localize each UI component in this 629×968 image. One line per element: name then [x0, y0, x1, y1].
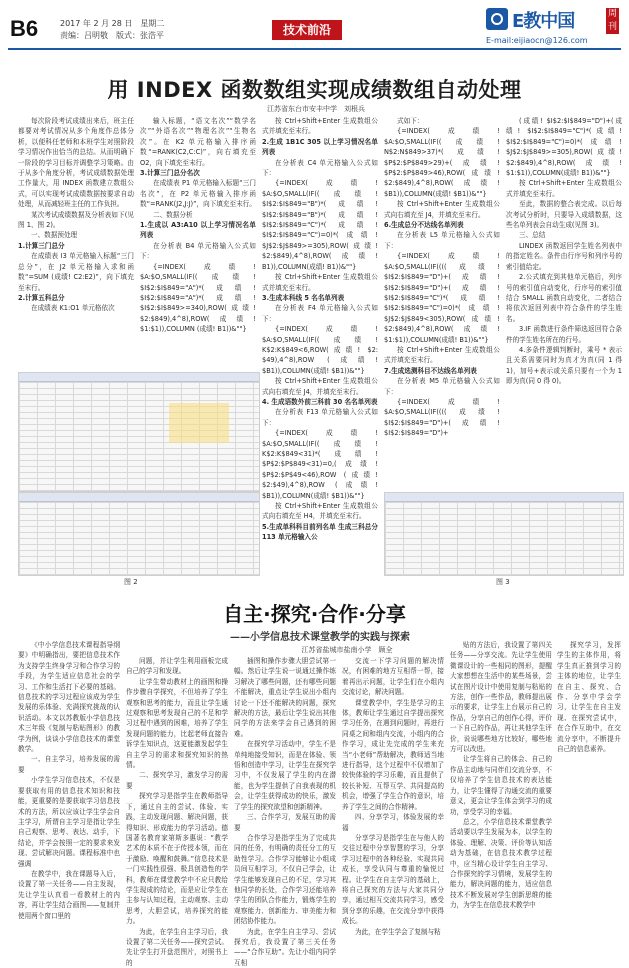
paragraph: 贴的方法后，我设置了第四关任务——分享交流。先让学生使用微课设计的一些相同的图形，提醒大家想想在生活中的某些场景，尝试在图片设计中使用复制与粘贴的方法，创作一些作品，教师提出展示的要求，让学生上台展示自己的作品，分享自己的创作心得，评价一下自己的作品，再让其他学生评价，说说哪些地方比较好，哪些地方可以改进。 [450, 641, 552, 754]
paragraph: 按 Ctrl+Shift+Enter 生成数组公式并填充至末行。 [262, 273, 378, 292]
paragraph: 至此，数据的整合表完成。以后每次考试分析时，只要导入成绩数据，这些名单列表会自动生成(见图 3)。 [506, 200, 622, 230]
paragraph: 在分析表 L5 单元格输入公式如下： [384, 231, 500, 250]
paragraph: (成绩! $I$2:$I$849="D")+(成绩! $I$2:$I$849="C")*(成绩! $I$2:$I$849="C")=0)*(成绩! $J$2:$J$849>=305),ROW(成绩! $2:$849),4^8),ROW(成绩! $1:$1)),COLUMN(成绩! B1))&""} [506, 117, 622, 178]
figure-2-spreadsheet [18, 492, 260, 576]
paragraph: 3.计算三门总分名次 [140, 169, 200, 178]
paragraph: 按 Ctrl+Shift+Enter 生成数组公式并填充至末行。 [262, 117, 378, 136]
paragraph: {=INDEX(成绩! $A:$O,SMALL(IF((成绩! $I$2:$I$849="A")*(成绩! $I$2:$I$849="A")*(成绩! $I$2:$I$849>=340),ROW(成绩! $2:$849),4^8),ROW(成绩! $1:$1)),COLUMN (成绩! B1))&""} [140, 262, 256, 334]
spreadsheet-toolbar [19, 373, 259, 382]
paragraph: 某次考试成绩数据及分析表如下(见图 1、图 2)。 [18, 210, 134, 230]
logo-email: E-mail:eijiaocn@126.com [486, 36, 588, 45]
paragraph: 为此，在学生学会了复制与粘 [355, 927, 441, 936]
paragraph: 按 Ctrl+Shift+Enter 生成数组公式向右填充至 J4，并填充至末行。 [262, 377, 378, 396]
paragraph: 按 Ctrl+Shift+Enter 生成数组公式并填充至末行。 [384, 345, 500, 365]
logo-title: E教中国 [512, 11, 575, 32]
editor-credits: 责编：吕明敬 版式：张浩平 [60, 31, 164, 40]
paragraph: 在教学中，我在课题导入后，设置了第一关任务——自主发现，先让学生认真看一看教材上的内容，再让学生结合画图——复制并使用两个窗口里的 [18, 869, 120, 920]
spreadsheet-toolbar [385, 493, 623, 502]
paragraph: 1.生成以 A3:A10 以上学习情况名单列表 [140, 221, 256, 240]
paragraph: 探究学习，发挥学生的主体作用，将学生真正推到学习的主体的地位，让学生在自主、探究、合作、分享中学会学习，让学生在自主发现、在探究尝试中，在合作互助中，在交流分享中，不断提升自己的信息素养。 [557, 641, 621, 754]
paragraph: LINDEX 函数返回学生姓名列表中的指定姓名。条件由行序号和列序号的索引值给定。 [506, 241, 622, 271]
paragraph: 在成绩表 I3 单元格输入标题“三门总分”，在 J2 单元格输入求和函数“=SUM (成绩! C2:E2)”，向下填充至末行。 [18, 252, 134, 292]
paragraph: 课堂教学中，学生是学习的主体，教师让学生通过自学提出探究学习任务，在遇到问题时，再进行同桌之间和组内交流，小组内的合作学习，成让先完成的学生来充当“小老师”帮助解决，教师适当地进行指导，这个过程中不仅增加了较快体验的学习乐趣，而且提供了较长补短、互帮互学、共同提高的机会，增强了学生合作的意识，培养了学生之间的合作精神。 [342, 698, 444, 811]
paragraph: 4. 生成语数外前三科前 30 名名单列表 [262, 397, 378, 406]
paragraph: {=INDEX(成绩! $A:$O,SMALL(IF((成绩! K$2:K$849<6,ROW(成绩! $2: $49),4^8),ROW (成绩! $B1)),COLUMN(成绩! $B1))&""} [262, 325, 378, 375]
article2-column-6 [557, 640, 621, 890]
paragraph: 在探究学习活动中，学生不是单纯地接受知识，而是在体验、领悟和创造中学习，让学生在探究学习中，不仅发展了学生的内在潜能，也为学生提供了自我表现的机会，让学生获得成功的快乐，激发了学生的探究欲望和创新精神。 [234, 740, 336, 811]
paragraph: 一、数据预处理 [31, 231, 78, 240]
figure-2-caption: 图 2 [124, 578, 138, 586]
paragraph: 2.计算五科总分 [18, 293, 65, 302]
paragraph: 在分析表 F13 单元格输入公式如下： [262, 408, 378, 427]
paragraph: 总之，小学信息技术课堂教学活动要以学生发展为本，以学生的体验、理解、决策、评价等认知活动为基础，在信息技术教学过程中，应当精心设计学生自主学习、合作探究的学习情境，发展学生的能力，解决问题的能力，适应信息技术不断发展对学生创新思维的能力，为学生在信息技术教学中 [450, 817, 552, 910]
page-header [0, 0, 629, 52]
paragraph: 三、总结 [519, 231, 546, 240]
article1-column-3 [262, 116, 378, 542]
paragraph: 7.生成选测科目不达线名单列表 [384, 366, 477, 375]
paragraph: 分享学习是指学生在与他人的交往过程中分享智慧的学习，分享学习过程中的各种经验、实现共同成长，享受认同与尊重的愉悦过程。让学生在自主学习的基础上，将自己探究的方法与大家共同分享，通过相互交流共同学习，感受到分享的乐趣，在交流分享中获得成长。 [342, 833, 444, 926]
paragraph: 让学生带动教材上的画图和操作步骤自学探究，不但培养了学生观察和思考的能力，而且让学生通过观察和思考发现自己的不足和学习过程中遇到的困难，培养了学生发现问题的能力，比起老师直接告诉学生知识点，这更能激发起学生自主学习的需求和探究知识的热情。 [126, 677, 228, 770]
article1-column-1 [18, 116, 134, 364]
paragraph: {=INDEX(成绩! $A:$O,SMALL(IF((成绩! K$2:K$849<31)*(成绩! $P$2:$P$849<31)=0,(成绩! $P$2:$P$49<46),ROW (成绩! $2:$49),4^8),ROW (成绩! $B1)),COLUMN(成绩! $B1))&""} [262, 429, 378, 500]
paragraph: 在分析表 C4 单元格输入公式如下： [262, 158, 378, 178]
paragraph: {=INDEX(成绩! $A:$O,SMALL(IF((((成绩! $I$2:$I$849="D")+(成绩! $I$2:$I$849="D")+ [384, 397, 500, 438]
article1-column-4 [384, 116, 500, 494]
article2-column-5 [450, 640, 552, 910]
issue-date: 2017 年 2 月 28 日 星期二 [60, 19, 165, 28]
masthead-logo [486, 4, 621, 48]
section-banner: 技术前沿 [272, 20, 342, 40]
article1-title: 用 INDEX 函数数组实现成绩数组自动处理 [107, 78, 522, 102]
paragraph: 为此，在学生自主学习后，我设置了第二关任务——探究尝试。先让学生打开盘范图片，对照书上的 [126, 927, 228, 967]
paragraph: 让学生将自己的体会、自己的作品主动地与同伴们交流分享，不仅培养了学生信息技术的表达能力，让学生懂得了沟通交流的重要意义，更会让学生体会到学习的成功，享受学习的幸福。 [450, 755, 552, 816]
article2-title: 自主·探究·合作·分享 [223, 602, 406, 626]
article2-column-3 [234, 656, 336, 967]
paragraph: 在成绩表 K1:O1 单元格依次 [31, 304, 115, 313]
paragraph: 为此，在学生自主学习、尝试探究后，我设置了第三关任务——“合作互助”。先让小组内同学互相 [234, 927, 336, 967]
article2-column-1 [18, 640, 120, 920]
paragraph: 按 Ctrl+Shift+Enter 生成数组公式并填充至末行。 [506, 179, 622, 198]
paragraph: 2.生成 1B1C 305 以上学习情况名单列表 [262, 137, 378, 157]
spreadsheet-grid [19, 502, 259, 575]
logo-globe-icon [486, 8, 508, 30]
paragraph: {=INDEX(成绩! $A:$O,SMALL(IF((((成绩! $I$2:$I$849="D")+(成绩! $I$2:$I$849="D")+(成绩! $I$2:$I$849="C")*(成绩! $I$2:$I$849="C")=0)*(成绩! $J$2:$J$849<305),ROW(成绩! $2:$849),4^8),ROW(成绩! $1:$1)),COLUMN(成绩! B1))&""} [384, 252, 500, 344]
paragraph: 按 Ctrl+Shift+Enter 生成数组公式向右填充至 J4，并填充至末行。 [384, 200, 500, 219]
figure-1-spreadsheet [18, 372, 260, 492]
paragraph: {=INDEX(成绩! $A:$O,SMALL(IF((成绩! N$2:N$849>37)*(成绩! $P$2:$P$849>29)+(成绩! $P$2:$P$849>46),ROW(成绩! $2:$849),4^8),ROW(成绩! $B1)),COLUMN(成绩! $B1))&""} [384, 127, 500, 198]
paragraph: 2.公式填充到其他单元格后，列序号的索引值自动变化，行序号的索引值结合 SMALL 函数自动变化，二者结合将依次返回列表中符合条件的学生姓名。 [506, 273, 622, 323]
paragraph: 二、数据分析 [153, 210, 193, 219]
article2-subtitle: ——小学信息技术课堂教学的实践与探索 [230, 632, 410, 643]
paragraph: 三、合作学习，发展互助的需要 [234, 813, 336, 832]
paragraph: 合作学习是指学生为了完成共同的任务，有明确的责任分工的互助性学习。合作学习能够让小组成员间互相学习，不仅自己学会，让学生能够发现自己的不足，学习其他同学的长处，合作学习还能培养学生的团队合作能力，锻炼学生的观察能力、创新能力、审美能力和团结协作能力。 [234, 833, 336, 926]
paragraph: 3.生成本科线 5 名名单列表 [262, 293, 345, 302]
highlighted-cells [169, 403, 229, 443]
paragraph: 交流一下学习问题的解决情况，有困难的地方互相帮一帮，接着再出示问题，让学生们在小组内交流讨论，解决问题。 [342, 657, 444, 697]
page-number: B6 [10, 16, 39, 41]
article1-column-5 [506, 116, 622, 424]
paragraph: 3.IF 函数进行条件筛选返回符合条件的学生姓名所在的行号。 [506, 325, 622, 344]
spreadsheet-toolbar [19, 493, 259, 502]
paragraph: 输入标题，“语文名次”“数学名次”“外语名次”“物理名次”“生物名次”。在 K2 单元格输入排序函数“=RANK(C2,C:C)”，向右填充至 O2，向下填充至末行。 [140, 117, 256, 167]
article1-column-2 [140, 116, 256, 354]
paragraph: 式如下： [397, 117, 424, 125]
paragraph: 四、分享学习，体验发展的幸福 [342, 813, 444, 832]
figure-3-spreadsheet [384, 492, 624, 576]
paragraph: {=INDEX(成绩! $A:$O,SMALL(IF((成绩! $I$2:$I$849="B")*(成绩! $I$2:$I$849="B")*(成绩! $I$2:$I$849="C")*(成绩! $I$2:$I$849="C")=0)*(成绩! $J$2:$J$849>=305),ROW(成绩! $2:$849),4^8),ROW(成绩! B1)),COLUMN(成绩! B1))&""} [262, 179, 378, 271]
paragraph: 在分析表 B4 单元格输入公式如下： [140, 241, 256, 261]
article2-byline: 江苏省盐城市盐南小学 顾全 [301, 646, 393, 654]
spreadsheet-grid [385, 502, 623, 575]
paragraph: 一、自主学习，培养发展的需要 [18, 755, 120, 774]
paragraph: 6.生成总分不达线名单列表 [384, 221, 464, 230]
paragraph: 4.多条件逻辑判断时，乘号 * 表示且关系需要同时为真才为真(同 1 得 1)，加号+表示或关系只要有一个为 1 即为真(同 0 得 0)。 [506, 345, 622, 386]
header-rule [8, 48, 621, 50]
paragraph: 二、探究学习，激发学习的需要 [126, 771, 228, 790]
paragraph: 在分析表 M5 单元格输入公式如下： [384, 377, 500, 396]
paragraph: 问题，并让学生利用画板完成自己的学习和发现。 [126, 657, 228, 676]
figure-3-caption: 图 3 [496, 578, 510, 586]
article1-byline: 江苏省东台市安丰中学 刘根兵 [267, 105, 365, 113]
logo-tag: 周刊 [607, 9, 617, 32]
paragraph: 1.计算三门总分 [18, 241, 65, 250]
paragraph: 插图和操作步骤大胆尝试第一幅。然后让学生说一说通过操作练习解决了哪些问题，还有哪些问题不能解决，重点让学生说出小组内讨论一下还不能解决的问题，探究解决的方法，最后让学生说出其他同学的方法来学会自己遇到的困难。 [234, 657, 336, 738]
paragraph: 《中小学信息技术课程指导纲要》中明确指出，要把信息技术作为支持学生终身学习和合作学习的手段，为学生适应信息社会的学习、工作和生活打下必要的基础。信息技术的学习过程应该成为学生发展的乐体验、充满探究挑战的认识活动。本文以苏教版小学信息技术三年级《复制与粘贴图形》的教学为例，谈谈小学信息技术的课堂教学。 [18, 641, 120, 754]
paragraph: 在成绩表 P1 单元格输入标题“三门名次”，在 P2 单元格输入排序函数“=RANK(J2,J:J)”，向下填充至末行。 [140, 179, 256, 209]
paragraph: 在分析表 F4 单元格输入公式如下： [262, 304, 378, 323]
paragraph: 5.生成单科科目前列名单 生成三科总分 113 单元格输入公 [262, 522, 378, 542]
paragraph: 按 Ctrl+Shift+Enter 生成数组公式向右填充至 H4，并填充至末行。 [262, 502, 378, 521]
article2-column-2 [126, 656, 228, 967]
paragraph: 小学生学习信息技术，不仅是要获取有用的信息技术知识和技能，更重要的是要获取学习信息技术的方法，所以应该让学生学会自主学习，所谓自主学习是指让学生自己观察、思考、表达、动手，下结论，并学会按照一定的要求来发现、尝试解决问题。课程标准中也强调 [18, 776, 120, 868]
paragraph: 每次阶段考试成绩出来后，班主任都要对考试情况从多个角度作总体分析，以便科任老师和本班学生对照阶段学习情况作出恰当的总结。从而明确下一阶段的学习目标并调整学习策略。由于从多个角度分析，考试成绩数据处理工作量大，用 INDEX 函数建立数组公式，可以实现考试成绩数据按要求自动处理，从而减轻班主任的工作负担。 [18, 117, 134, 209]
paragraph: 探究学习是指学生在教师指导下，通过自主的尝试、体验、实践，主动发现问题、解决问题，获得知识、形成能力的学习活动。德国著名教育家第斯多惠说：“教学艺术的本质不在于传授本领，而在于激励、唤醒和鼓舞。”信息技术是一门实践性很强、极具创造性的学科，教师在课堂教学中不应只教给学生现成的结论，而是应让学生在主参与认知过程，主动观察、主动思考，大胆尝试，培养探究的能力。 [126, 792, 228, 926]
article2-column-4 [342, 656, 444, 936]
